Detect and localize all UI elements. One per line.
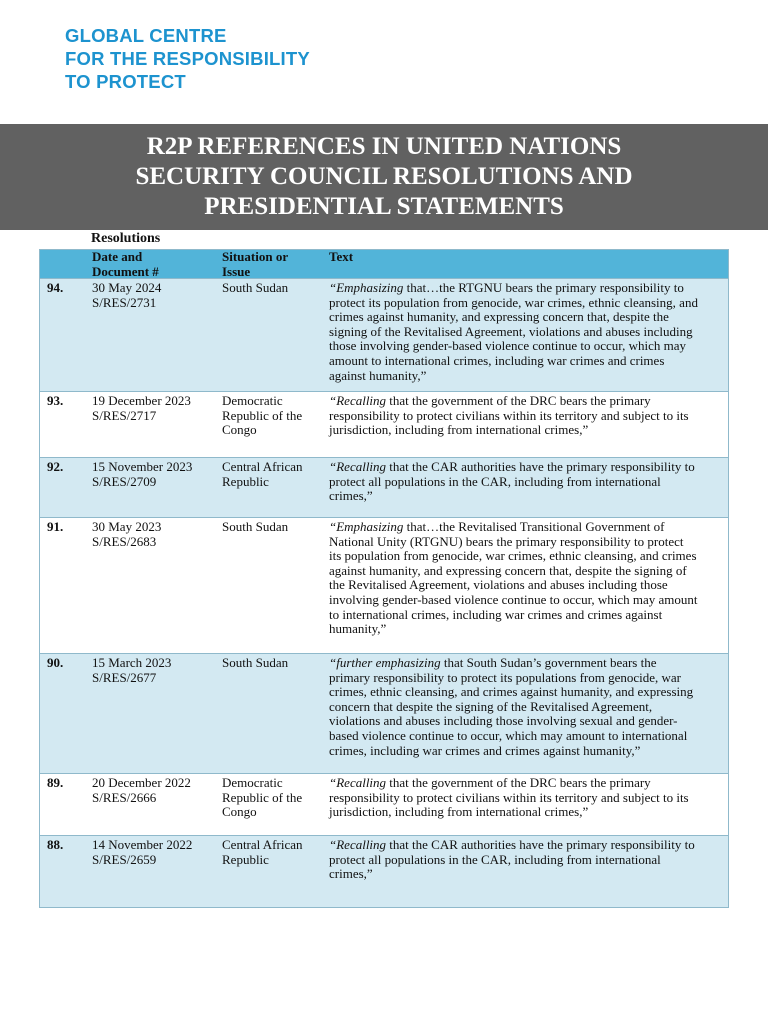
quote-lead: “further emphasizing (329, 655, 441, 670)
row-date-document (92, 394, 220, 423)
row-text: “Recalling that the government of the DRC bears the primary responsibility to protect civilians within its territory and subject to its jurisdiction, including from international crimes,” (329, 775, 689, 820)
row-date: 14 November 2022 (92, 837, 193, 852)
logo-line-3: TO PROTECT (65, 71, 186, 92)
row-document-number: S/RES/2666 (92, 789, 157, 805)
table-header-row (40, 250, 728, 279)
title-banner (0, 124, 768, 230)
logo-line-2: FOR THE RESPONSIBILITY (65, 48, 310, 69)
row-number: 92. (47, 459, 64, 474)
row-date-document (92, 281, 220, 310)
row-date: 15 March 2023 (92, 655, 172, 670)
row-text: “Emphasizing that…the Revitalised Transitional Government of National Unity (RTGNU) bears the primary responsibility to protect its population from genocide, war crimes, ethnic cleansing, and crimes against humanity, and expressing concern that, despite the signing of the Revitalised Agreement, violations and abuses including those involving gender-based violence continue to occur, which may amount to international crimes, including war crimes and crimes against humanity,” (329, 519, 698, 637)
row-document-number: S/RES/2677 (92, 669, 157, 685)
section-label: Resolutions (91, 231, 161, 246)
row-date-document (92, 776, 220, 805)
header-situation: Situation or Issue (222, 249, 289, 279)
logo-line-1: GLOBAL CENTRE (65, 25, 227, 46)
row-document-number: S/RES/2659 (92, 851, 157, 867)
row-document-number: S/RES/2731 (92, 294, 157, 310)
row-text: “Recalling that the government of the DRC bears the primary responsibility to protect civilians within its territory and subject to its jurisdiction, including from international crimes,” (329, 393, 689, 438)
row-situation: South Sudan (222, 655, 289, 670)
row-date-document (92, 656, 220, 685)
row-document-number: S/RES/2717 (92, 407, 157, 423)
quote-lead: “Recalling (329, 837, 387, 852)
table-row (40, 774, 728, 836)
row-text: “Emphasizing that…the RTGNU bears the primary responsibility to protect its population from genocide, war crimes, ethnic cleansing, and crimes against humanity, and expressing concern that, despite the signing of the Revitalised Agreement, violations and abuses including those involving gender-based violence continue to occur, which may amount to international crimes, including war crimes and crimes against humanity,” (329, 280, 698, 383)
row-number: 93. (47, 393, 64, 408)
table-row (40, 279, 728, 392)
row-situation: South Sudan (222, 519, 289, 534)
row-number: 91. (47, 519, 64, 534)
row-date-document (92, 520, 220, 549)
row-text: “Recalling that the CAR authorities have the primary responsibility to protect all populations in the CAR, including from international crimes,” (329, 837, 695, 882)
banner-line-3: PRESIDENTIAL STATEMENTS (204, 193, 564, 220)
table-row (40, 392, 728, 458)
row-situation: Democratic Republic of the Congo (222, 775, 303, 820)
row-text: “Recalling that the CAR authorities have the primary responsibility to protect all populations in the CAR, including from international crimes,” (329, 459, 695, 504)
row-situation: Central African Republic (222, 837, 303, 867)
quote-lead: “Recalling (329, 459, 387, 474)
resolutions-table (39, 249, 729, 908)
row-text: “further emphasizing that South Sudan’s government bears the primary responsibility to protect its populations from genocide, war crimes, ethnic cleansing, and crimes against humanity, and expressing concern that despite the signing of the Revitalised Agreement, violations and abuses including those involving sexual and gender- based violence continue to occur, which may amount to international crimes, including war crimes and crimes against humanity,” (329, 655, 694, 758)
row-situation: South Sudan (222, 280, 289, 295)
row-number: 88. (47, 837, 64, 852)
row-document-number: S/RES/2709 (92, 473, 157, 489)
header-date: Date and Document # (92, 249, 159, 279)
row-date: 15 November 2023 (92, 459, 193, 474)
row-date: 30 May 2023 (92, 519, 162, 534)
row-number: 89. (47, 775, 64, 790)
table-row (40, 458, 728, 518)
table-body (40, 279, 728, 907)
row-date: 20 December 2022 (92, 775, 191, 790)
quote-lead: “Emphasizing (329, 280, 404, 295)
row-date: 19 December 2023 (92, 393, 191, 408)
row-date-document (92, 460, 220, 489)
row-document-number: S/RES/2683 (92, 533, 157, 549)
table-row (40, 518, 728, 654)
quote-lead: “Emphasizing (329, 519, 404, 534)
row-date: 30 May 2024 (92, 280, 162, 295)
organization-logo (65, 24, 310, 93)
row-date-document (92, 838, 220, 867)
header-text: Text (329, 249, 354, 264)
row-situation: Central African Republic (222, 459, 303, 489)
banner-line-2: SECURITY COUNCIL RESOLUTIONS AND (135, 163, 633, 190)
row-situation: Democratic Republic of the Congo (222, 393, 303, 438)
row-number: 90. (47, 655, 64, 670)
table-row (40, 836, 728, 907)
quote-lead: “Recalling (329, 775, 387, 790)
table-row (40, 654, 728, 774)
quote-lead: “Recalling (329, 393, 387, 408)
banner-line-1: R2P REFERENCES IN UNITED NATIONS (146, 133, 622, 160)
row-number: 94. (47, 280, 64, 295)
